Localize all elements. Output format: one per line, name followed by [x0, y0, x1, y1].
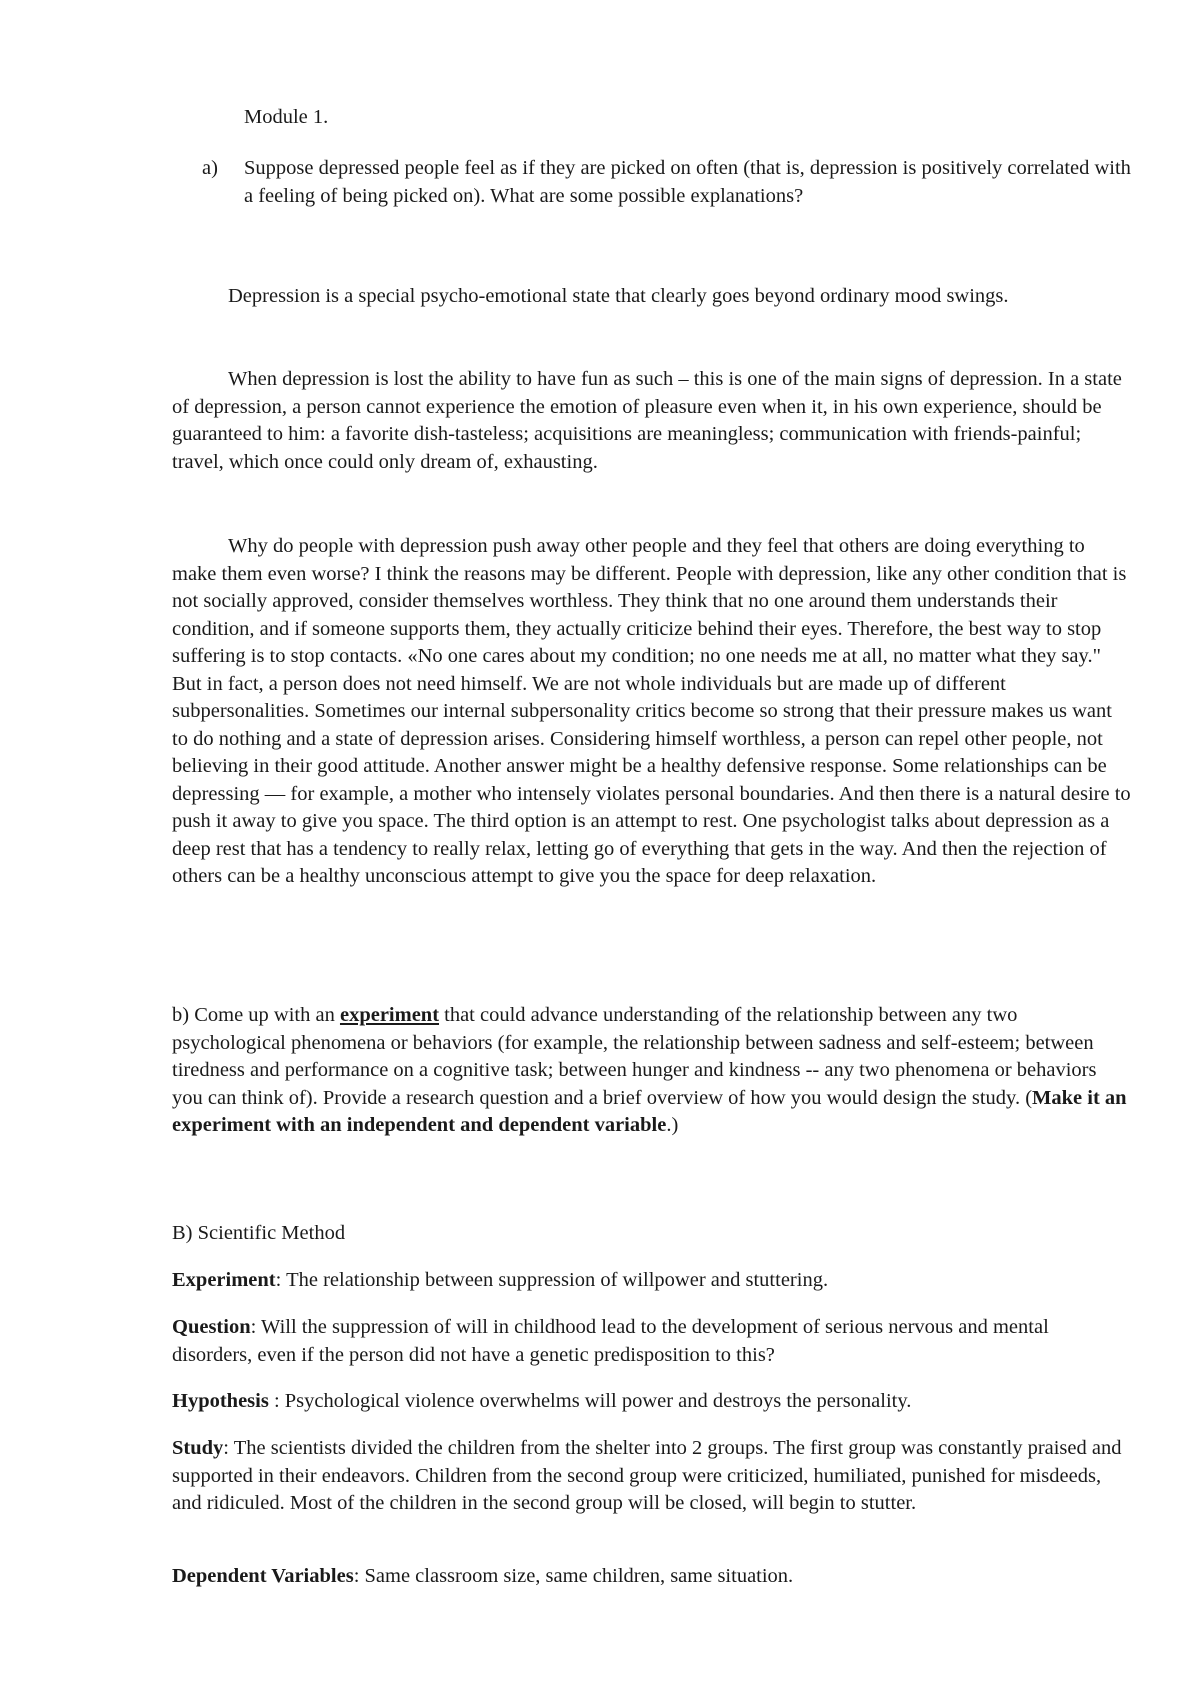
question-label: Question [172, 1316, 251, 1338]
question-b-prefix: b) Come up with an [172, 1004, 340, 1026]
question-b-suffix: .) [666, 1114, 679, 1136]
experiment-label: Experiment [172, 1269, 276, 1291]
question-a-marker: a) [202, 157, 218, 179]
experiment-field [172, 1267, 1132, 1295]
dependent-variables-text: : Same classroom size, same children, same situation. [353, 1565, 794, 1587]
study-label: Study [172, 1437, 224, 1459]
hypothesis-label: Hypothesis [172, 1390, 269, 1412]
question-b-bold: Make it an experiment with an independent and dependent variable [172, 1086, 1127, 1136]
question-b-middle: that could advance understanding of the relationship between any two psychological phenomena or behaviors (for example, the relationship between sadness and self-esteem; between tiredness and performance on a cognitive task; between hunger and kindness -- any two phenomena or behaviors you can think of). Provide a research question and a brief overview of how you would design the study. ( [172, 1004, 1097, 1109]
question-b [172, 1002, 1132, 1140]
hypothesis-field [172, 1388, 1132, 1416]
question-a [202, 155, 1132, 210]
section-b-title: B) Scientific Method [172, 1222, 346, 1244]
module-title: Module 1. [244, 106, 329, 128]
paragraph-pushing-people-away: Why do people with depression push away other people and they feel that others are doing everything to make them even worse? I think the reasons may be different. People with depression, like any other condition that is not socially approved, consider themselves worthless. They think that no one around them understands their condition, and if someone supports them, they actually criticize behind their eyes. Therefore, the best way to stop suffering is to stop contacts. «No one cares about my condition; no one needs me at all, no matter what they say." But in fact, a person does not need himself. We are not whole individuals but are made up of different subpersonalities. Sometimes our internal subpersonality critics become so strong that their pressure makes us want to do nothing and a state of depression arises. Considering himself worthless, a person can repel other people, not believing in their good attitude. Another answer might be a healthy defensive response. Some relationships can be depressing — for example, a mother who intensely violates personal boundaries. And then there is a natural desire to push it away to give you space. The third option is an attempt to rest. One psychologist talks about depression as a deep rest that has a tendency to really relax, letting go of everything that gets in the way. And then the rejection of others can be a healthy unconscious attempt to give you the space for deep relaxation. [172, 535, 1131, 887]
study-text: : The scientists divided the children from the shelter into 2 groups. The first group was constantly praised and supported in their endeavors. Children from the second group were criticized, humiliated, punished for misdeeds, and ridiculed. Most of the children in the second group will be closed, will begin to stutter. [172, 1437, 1122, 1514]
question-field [172, 1314, 1132, 1369]
study-field [172, 1435, 1132, 1518]
paragraph-loss-of-pleasure: When depression is lost the ability to have fun as such – this is one of the main signs of depression. In a state of depression, a person cannot experience the emotion of pleasure even when it, in his own experience, should be guaranteed to him: a favorite dish-tasteless; acquisitions are meaningless; communication with friends-painful; travel, which once could only dream of, exhausting. [172, 368, 1122, 473]
question-a-text: Suppose depressed people feel as if they are picked on often (that is, depression is positively correlated with a feeling of being picked on). What are some possible explanations? [244, 157, 1131, 207]
question-b-emphasis: experiment [339, 1004, 440, 1026]
paragraph-depression-definition: Depression is a special psycho-emotional state that clearly goes beyond ordinary mood swings. [228, 285, 1009, 307]
dependent-variables-field [172, 1563, 1132, 1591]
experiment-text: : The relationship between suppression of willpower and stuttering. [275, 1269, 829, 1291]
question-text: : Will the suppression of will in childhood lead to the development of serious nervous and mental disorders, even if the person did not have a genetic predisposition to this? [172, 1316, 1049, 1366]
dependent-variables-label: Dependent Variables [172, 1565, 354, 1587]
hypothesis-text: : Psychological violence overwhelms will power and destroys the personality. [268, 1390, 912, 1412]
